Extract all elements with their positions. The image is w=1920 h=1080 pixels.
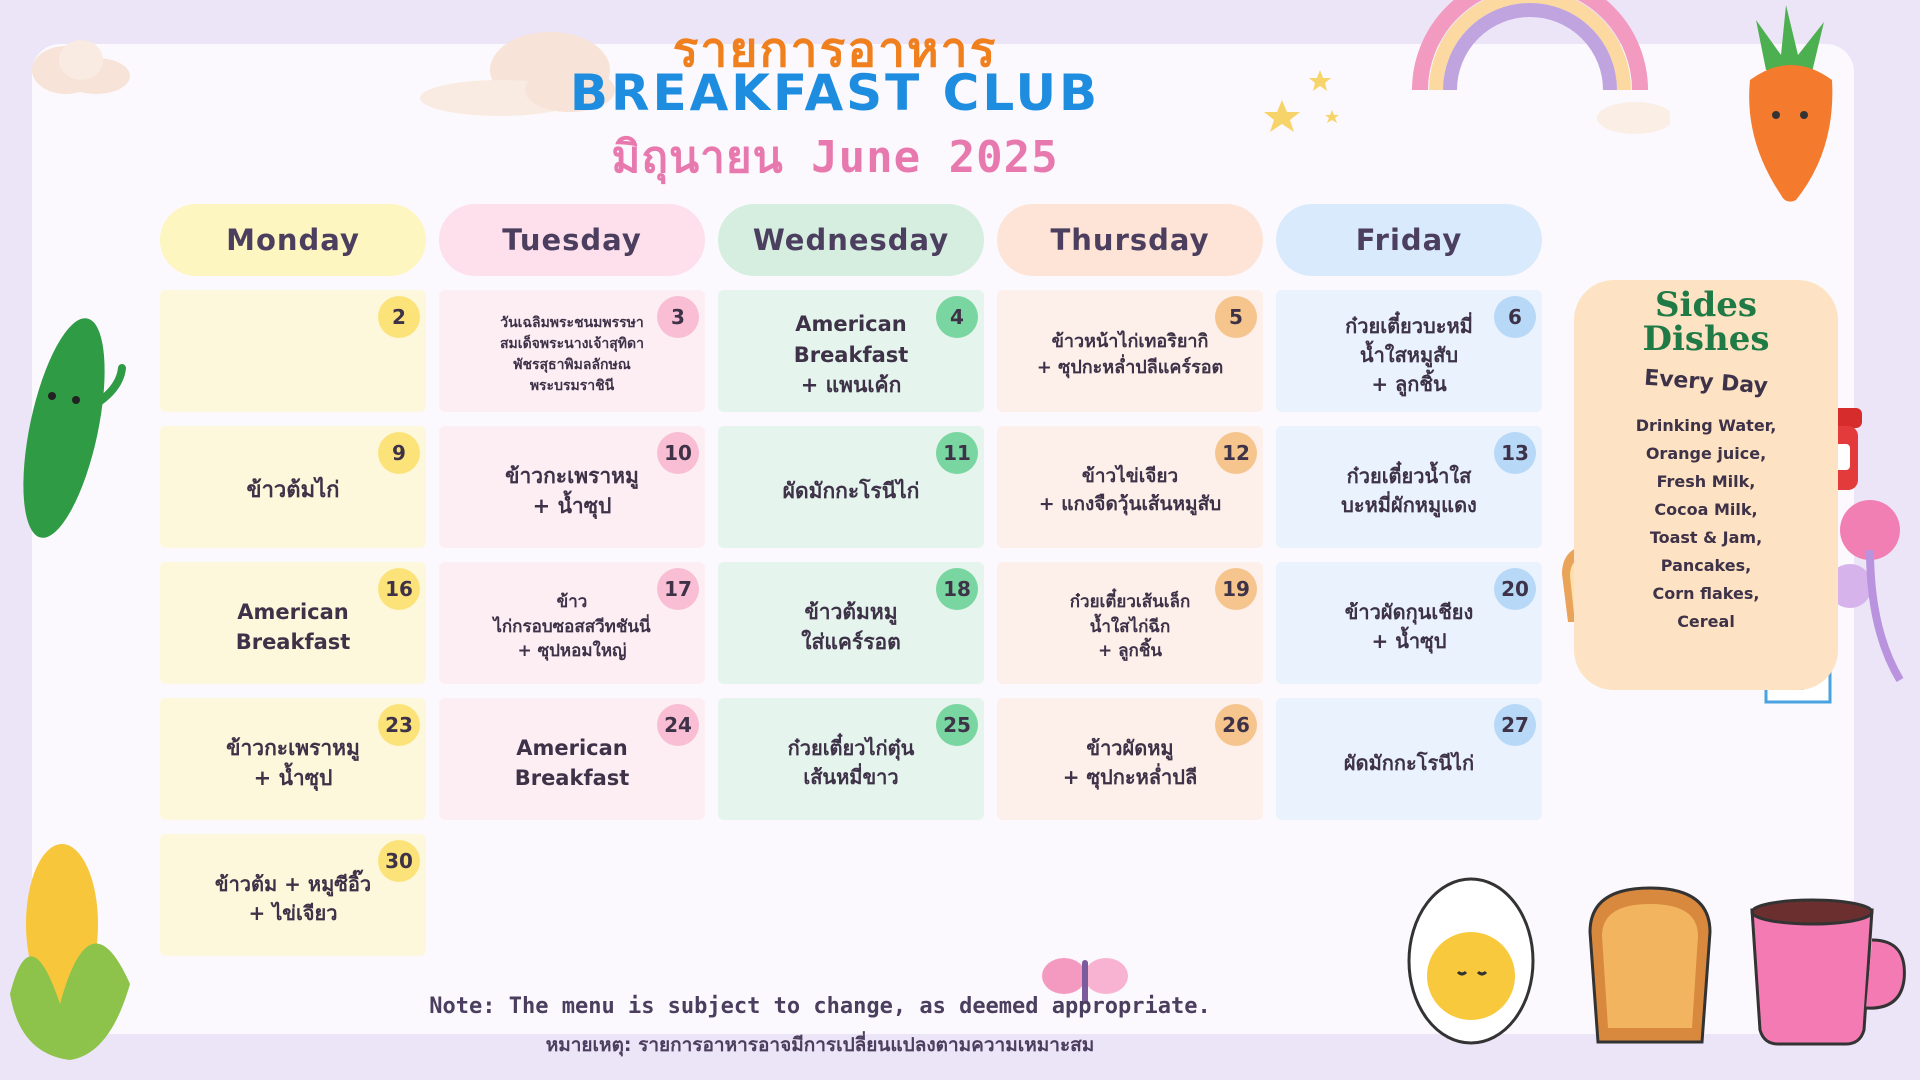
menu-text: ก๋วยเตี๋ยวบะหมี่ น้ำใสหมูสับ + ลูกชิ้น	[1345, 313, 1473, 396]
side-item: Drinking Water,	[1635, 416, 1777, 435]
menu-text: ข้าวกะเพราหมู + น้ำซุป	[226, 735, 360, 790]
menu-text: ผัดมักกะโรนีไก่	[782, 478, 920, 503]
menu-text: ข้าวต้มไก่	[246, 478, 340, 504]
date-badge: 17	[657, 568, 699, 610]
menu-cell-jun-24	[439, 698, 705, 820]
date-badge: 12	[1215, 432, 1257, 474]
sides-list	[1574, 412, 1838, 636]
month-label: มิถุนายน June 2025	[611, 132, 1059, 183]
page-title: BREAKFAST CLUB	[569, 64, 1101, 122]
day-header-thursday: Thursday	[997, 204, 1263, 276]
menu-cell-jun-27	[1276, 698, 1542, 820]
date-badge: 3	[657, 296, 699, 338]
menu-cell-jun-11	[718, 426, 984, 548]
menu-cell-jun-10	[439, 426, 705, 548]
date-badge: 2	[378, 296, 420, 338]
side-item: Corn flakes,	[1652, 584, 1760, 603]
menu-cell-jun-2	[160, 290, 426, 412]
menu-cell-jun-5	[997, 290, 1263, 412]
day-header-monday: Monday	[160, 204, 426, 276]
menu-text: ข้าว ไก่กรอบซอสสวีทชันนี่ + ซุปหอมใหญ่	[493, 592, 651, 662]
menu-cell-jun-16	[160, 562, 426, 684]
menu-cell-jun-12	[997, 426, 1263, 548]
menu-cell-jun-25	[718, 698, 984, 820]
menu-cell-jun-30	[160, 834, 426, 956]
cucumber-icon	[0, 308, 140, 548]
menu-text: ข้าวกะเพราหมู + น้ำซุป	[505, 463, 639, 518]
egg-character-icon	[1396, 866, 1546, 1056]
menu-text: American Breakfast	[235, 599, 351, 654]
date-badge: 5	[1215, 296, 1257, 338]
menu-cell-jun-6	[1276, 290, 1542, 412]
date-badge: 24	[657, 704, 699, 746]
menu-text: American Breakfast + แพนเค้ก	[793, 312, 909, 398]
date-badge: 18	[936, 568, 978, 610]
note-english: Note: The menu is subject to change, as deemed appropriate.	[429, 994, 1211, 1019]
menu-text: ข้าวหน้าไก่เทอริยากิ + ซุปกะหล่ำปลีแคร์รอต	[1036, 330, 1224, 378]
date-badge: 23	[378, 704, 420, 746]
menu-text: ก๋วยเตี๋ยวเส้นเล็ก น้ำใสไก่ฉีก + ลูกชิ้น	[1069, 592, 1191, 662]
menu-text: ข้าวต้ม + หมูซีอิ๊ว + ไข่เจียว	[214, 872, 372, 925]
menu-text: ข้าวผัดกุนเชียง + น้ำซุป	[1344, 600, 1474, 653]
menu-cell-jun-20	[1276, 562, 1542, 684]
date-badge: 4	[936, 296, 978, 338]
menu-cell-jun-4	[718, 290, 984, 412]
menu-cell-jun-23	[160, 698, 426, 820]
date-badge: 30	[378, 840, 420, 882]
date-badge: 20	[1494, 568, 1536, 610]
date-badge: 10	[657, 432, 699, 474]
carrot-icon	[1736, 0, 1846, 210]
side-item: Cereal	[1677, 612, 1735, 631]
menu-cell-jun-19	[997, 562, 1263, 684]
sides-subtitle: Every Day	[1643, 365, 1769, 400]
date-badge: 26	[1215, 704, 1257, 746]
day-header-friday: Friday	[1276, 204, 1542, 276]
sides-dishes-panel	[1574, 280, 1838, 690]
menu-text: ข้าวไข่เจียว + แกงจืดวุ้นเส้นหมูสับ	[1038, 465, 1222, 515]
menu-cell-jun-17	[439, 562, 705, 684]
side-item: Pancakes,	[1660, 556, 1752, 575]
mug-character-icon	[1736, 880, 1916, 1050]
menu-cell-jun-26	[997, 698, 1263, 820]
menu-text: ก๋วยเตี๋ยวไก่ตุ๋น เส้นหมี่ขาว	[787, 736, 915, 789]
date-badge: 19	[1215, 568, 1257, 610]
side-item: Toast & Jam,	[1649, 528, 1763, 547]
menu-text: วันเฉลิมพระชนมพรรษา สมเด็จพระนางเจ้าสุทิดา พัชรสุธาพิมลลักษณ พระบรมราชินี	[500, 315, 644, 394]
day-header-wednesday: Wednesday	[718, 204, 984, 276]
date-badge: 13	[1494, 432, 1536, 474]
date-badge: 11	[936, 432, 978, 474]
menu-cell-jun-18	[718, 562, 984, 684]
menu-text: ข้าวต้มหมู ใส่แคร์รอต	[801, 599, 901, 654]
side-item: Fresh Milk,	[1656, 472, 1756, 491]
menu-text: ข้าวผัดหมู + ซุปกะหล่ำปลี	[1062, 736, 1198, 789]
note-thai: หมายเหตุ: รายการอาหารอาจมีการเปลี่ยนแปลงตามความเหมาะสม	[545, 1034, 1095, 1056]
page-title-thai: รายการอาหาร	[672, 22, 998, 78]
date-badge: 16	[378, 568, 420, 610]
menu-text: ผัดมักกะโรนีไก่	[1343, 750, 1475, 775]
date-badge: 9	[378, 432, 420, 474]
menu-cell-jun-3	[439, 290, 705, 412]
menu-cell-jun-9	[160, 426, 426, 548]
menu-text: American Breakfast	[514, 735, 630, 790]
side-item: Cocoa Milk,	[1654, 500, 1758, 519]
menu-cell-jun-13	[1276, 426, 1542, 548]
toast-character-icon	[1580, 882, 1720, 1052]
sides-title: Sides Dishes	[1642, 285, 1770, 359]
menu-text: ก๋วยเตี๋ยวน้ำใส บะหมี่ผักหมูแดง	[1341, 464, 1477, 517]
date-badge: 27	[1494, 704, 1536, 746]
side-item: Orange juice,	[1645, 444, 1767, 463]
date-badge: 25	[936, 704, 978, 746]
day-header-tuesday: Tuesday	[439, 204, 705, 276]
date-badge: 6	[1494, 296, 1536, 338]
